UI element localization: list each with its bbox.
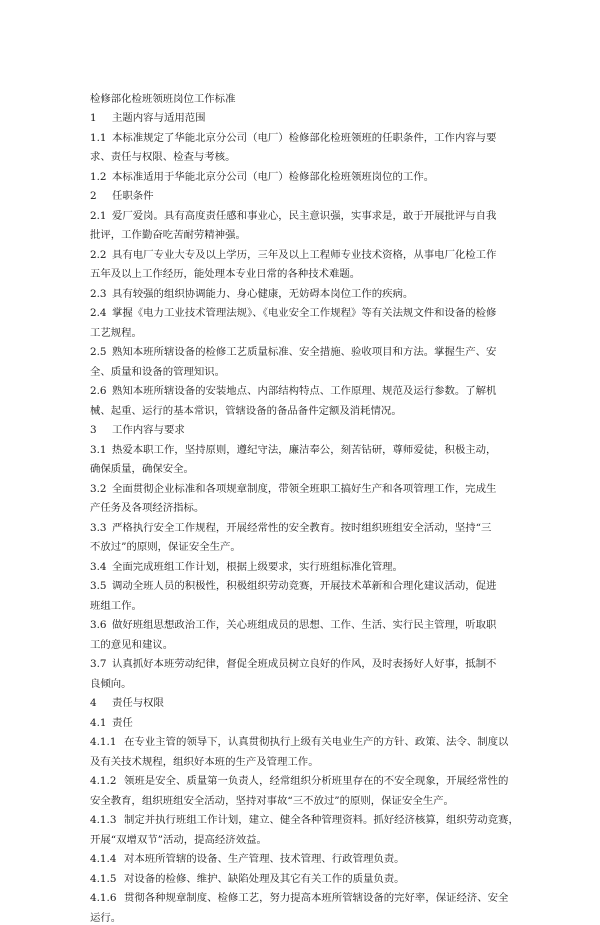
clause-paragraph: [90, 521, 520, 555]
clause-number: 4.1: [90, 716, 107, 729]
paragraph-line: [90, 891, 520, 905]
paragraph-line: [90, 111, 520, 125]
clause-text: 调动全班人员的积极性，积极组织劳动竞赛，开展技术革新和合理化建议活动，促进: [112, 580, 497, 592]
paragraph-line: [90, 462, 520, 476]
clause-number: 4.1.2: [90, 775, 117, 787]
section-heading: [90, 423, 520, 437]
paragraph-line: [90, 618, 520, 632]
clause-number: 4.1.5: [90, 872, 117, 885]
clause-number: 2.3: [90, 287, 107, 300]
paragraph-line: [90, 794, 520, 808]
paragraph-line: [90, 579, 520, 593]
paragraph-line: [90, 267, 520, 281]
clause-text: 全面完成班组工作计划，根据上级要求，实行班组标准化管理。: [112, 560, 403, 573]
clause-text: 全、质量和设备的管理知识。: [90, 365, 226, 378]
clause-text: 严格执行安全工作规程，开展经常性的安全教育。按时组织班组安全活动，坚持“三: [112, 521, 492, 534]
clause-paragraph: [90, 560, 520, 574]
paragraph-line: [90, 287, 520, 301]
paragraph-line: [90, 150, 520, 164]
clause-text: 主题内容与适用范围: [112, 112, 206, 124]
clause-paragraph: [90, 482, 520, 516]
paragraph-line: [90, 774, 520, 788]
clause-paragraph: [90, 735, 520, 769]
paragraph-line: [90, 560, 520, 574]
clause-text: 安全教育，组织班组安全活动，坚持对事故“三不放过”的原则，保证安全生产。: [90, 794, 454, 807]
clause-number: 4.1.1: [90, 736, 117, 748]
clause-number: 2.2: [90, 248, 107, 261]
clause-text: 任职条件: [112, 190, 154, 202]
paragraph-line: [90, 404, 520, 418]
clause-text: 开展“双增双节”活动，提高经济效益。: [90, 833, 267, 846]
clause-number: 2.4: [90, 307, 107, 319]
clause-paragraph: [90, 443, 520, 477]
clause-paragraph: [90, 657, 520, 691]
clause-text: 贯彻各种规章制度、检修工艺，努力提高本班所管辖设备的完好率，保证经济、安全: [124, 892, 509, 904]
clause-number: 2.6: [90, 385, 107, 397]
clause-text: 全面贯彻企业标准和各项规章制度，带领全班职工搞好生产和各项管理工作，完成生: [112, 482, 497, 495]
clause-number: 4.1.3: [90, 814, 117, 826]
clause-text: 械、起重、运行的基本常识，管辖设备的备品备件定额及消耗情况。: [90, 404, 402, 417]
clause-text: 班组工作。: [90, 599, 142, 612]
clause-text: 工的意见和建议。: [90, 638, 174, 651]
clause-paragraph: [90, 618, 520, 652]
clause-number: 2: [90, 190, 97, 202]
clause-paragraph: [90, 891, 520, 925]
clause-paragraph: [90, 872, 520, 886]
clause-number: 4.1.6: [90, 892, 117, 904]
clause-paragraph: [90, 774, 520, 808]
paragraph-line: [90, 170, 520, 184]
paragraph-line: [90, 755, 520, 769]
clause-text: 不放过”的原则，保证安全生产。: [90, 541, 241, 553]
paragraph-line: [90, 813, 520, 827]
section-heading: [90, 189, 520, 203]
paragraph-line: [90, 911, 520, 925]
clause-text: 熟知本班所辖设备的安装地点、内部结构特点、工作原理、规范及运行参数。了解机: [112, 385, 497, 397]
clause-text: 批评，工作勤奋吃苦耐劳精神强。: [90, 229, 246, 241]
paragraph-line: [90, 872, 520, 886]
clause-text: 掌握《电力工业技术管理法规》、《电业安全工作规程》等有关法规文件和设备的检修: [112, 307, 497, 319]
clause-number: 3.1: [90, 443, 107, 456]
section-heading: [90, 716, 520, 730]
paragraph-line: [90, 306, 520, 320]
clause-text: 产任务及各项经济指标。: [90, 502, 205, 514]
paragraph-line: [90, 228, 520, 242]
clause-text: 对本班所管辖的设备、生产管理、技术管理、行政管理负责。: [124, 853, 405, 865]
clause-paragraph: [90, 852, 520, 866]
clause-paragraph: [90, 287, 520, 301]
clause-paragraph: [90, 248, 520, 282]
clause-text: 工作内容与要求: [112, 424, 185, 436]
paragraph-line: [90, 540, 520, 554]
clause-text: 求、责任与权限、检查与考核。: [90, 151, 236, 163]
clause-text: 运行。: [90, 911, 122, 924]
paragraph-line: [90, 677, 520, 691]
clause-paragraph: [90, 131, 520, 165]
clause-paragraph: [90, 306, 520, 340]
paragraph-line: [90, 638, 520, 652]
clause-text: 责任与权限: [112, 697, 164, 709]
clause-text: 制定并执行班组工作计划，建立、健全各种管理资料。抓好经济核算，组织劳动竞赛，: [124, 814, 519, 826]
clause-number: 4: [90, 697, 97, 709]
clause-text: 确保质量，确保安全。: [90, 463, 194, 475]
clause-text: 本标准规定了华能北京分公司（电厂）检修部化检班领班的任职条件，工作内容与要: [112, 131, 497, 144]
clause-text: 热爱本职工作，坚持原则，遵纪守法，廉洁奉公，刻苦钻研，尊师爱徒，积极主动，: [112, 443, 497, 456]
clause-text: 工艺规程。: [90, 326, 142, 339]
clause-paragraph: [90, 345, 520, 379]
section-heading: [90, 696, 520, 710]
paragraph-line: [90, 248, 520, 262]
clause-text: 领班是安全、质量第一负责人，经常组织分析班里存在的不安全现象，开展经常性的: [124, 775, 509, 787]
paragraph-line: [90, 599, 520, 613]
paragraph-line: [90, 209, 520, 223]
clause-paragraph: [90, 579, 520, 613]
paragraph-line: [90, 833, 520, 847]
clause-text: 对设备的检修、维护、缺陷处理及其它有关工作的质量负责。: [124, 872, 405, 885]
paragraph-line: [90, 657, 520, 671]
clause-text: 本标准适用于华能北京分公司（电厂）检修部化检班领班岗位的工作。: [112, 170, 435, 183]
clause-text: 及有关技术规程，组织好本班的生产及管理工作。: [90, 755, 319, 768]
clause-number: 4.1.4: [90, 853, 117, 865]
clause-number: 1.1: [90, 131, 107, 144]
clause-text: 具有较强的组织协调能力、身心健康，无妨碍本岗位工作的疾病。: [112, 287, 414, 300]
clause-paragraph: [90, 170, 520, 184]
paragraph-line: [90, 326, 520, 340]
clause-number: 1: [90, 112, 97, 124]
clause-number: 3: [90, 424, 97, 436]
clause-text: 认真抓好本班劳动纪律，督促全班成员树立良好的作风，及时表扬好人好事，抵制不: [112, 658, 497, 670]
paragraph-line: [90, 423, 520, 437]
clause-number: 3.7: [90, 658, 107, 670]
paragraph-line: [90, 189, 520, 203]
paragraph-line: [90, 131, 520, 145]
clause-number: 3.3: [90, 521, 107, 534]
clause-text: 责任: [112, 716, 133, 729]
paragraph-line: [90, 852, 520, 866]
document-title: 检修部化检班领班岗位工作标准: [90, 93, 236, 105]
clause-text: 良倾向。: [90, 677, 132, 690]
clause-paragraph: [90, 384, 520, 418]
clause-number: 3.5: [90, 580, 107, 592]
clause-text: 爱厂爱岗。具有高度责任感和事业心，民主意识强，实事求是，敢于开展批评与自我: [112, 209, 497, 222]
clause-number: 3.2: [90, 482, 107, 495]
clause-number: 2.1: [90, 209, 107, 222]
clause-paragraph: [90, 813, 520, 847]
clause-number: 3.6: [90, 619, 107, 631]
clause-number: 2.5: [90, 346, 107, 358]
clause-text: 在专业主管的领导下，认真贯彻执行上级有关电业生产的方针、政策、法令、制度以: [124, 736, 509, 748]
paragraph-line: [90, 384, 520, 398]
paragraph-line: [90, 735, 520, 749]
paragraph-line: [90, 482, 520, 496]
clause-text: 五年及以上工作经历，能处理本专业日常的各种技术难题。: [90, 268, 361, 280]
clause-number: 1.2: [90, 170, 107, 183]
clause-paragraph: [90, 209, 520, 243]
section-heading: [90, 111, 520, 125]
paragraph-line: [90, 716, 520, 730]
clause-text: 熟知本班所辖设备的检修工艺质量标准、安全措施、验收项目和方法。掌握生产、安: [112, 346, 497, 358]
clause-number: 3.4: [90, 560, 107, 573]
paragraph-line: [90, 365, 520, 379]
paragraph-line: [90, 696, 520, 710]
paragraph-line: [90, 443, 520, 457]
paragraph-line: [90, 345, 520, 359]
paragraph-line: [90, 501, 520, 515]
paragraph-line: [90, 521, 520, 535]
clause-text: 具有电厂专业大专及以上学历，三年及以上工程师专业技术资格，从事电厂化检工作: [112, 248, 497, 261]
clause-text: 做好班组思想政治工作，关心班组成员的思想、工作、生活、实行民主管理，听取职: [112, 619, 497, 631]
